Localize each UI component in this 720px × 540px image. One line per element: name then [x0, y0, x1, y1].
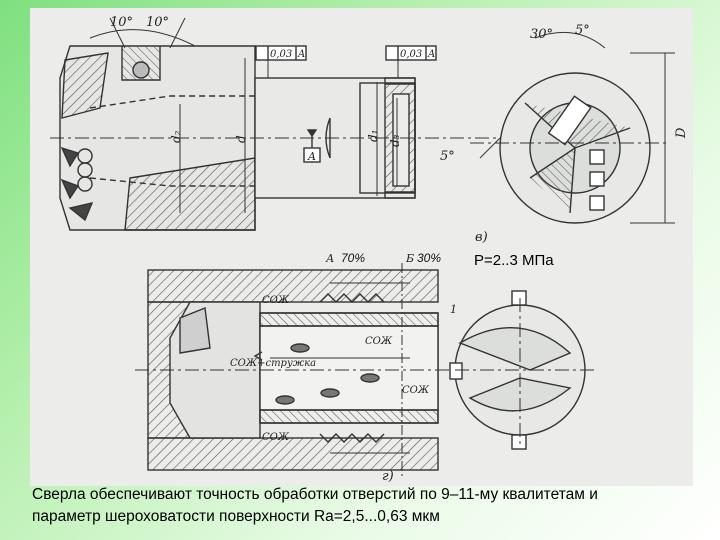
dim-d3: d₃	[388, 134, 402, 147]
angle-label-left: 10°	[110, 15, 134, 30]
caption	[32, 484, 712, 528]
dim-d1: d₁	[366, 129, 380, 142]
tolerance-datum-2: A	[428, 49, 436, 60]
angle-5-side: 5°	[440, 149, 455, 164]
datum-label: A	[308, 150, 316, 163]
angle-label-right: 10°	[146, 15, 170, 30]
caption-line-1: Сверла обеспечивают точность обработки отверстий по 9–11-му квалитетам и	[32, 486, 598, 503]
angle-30: 30°	[530, 27, 554, 42]
flow-label-soj-top: СОЖ	[262, 295, 290, 306]
view-label-top: в)	[475, 230, 488, 245]
section-mark-b: Б	[406, 252, 415, 265]
tolerance-datum-1: A	[298, 49, 306, 60]
flow-label-soj-right: СОЖ	[402, 385, 430, 396]
angle-5-top: 5°	[575, 23, 590, 38]
percent-b: 30%	[417, 251, 442, 265]
front-view-top	[470, 32, 675, 223]
dim-d2: d₂	[169, 130, 183, 143]
flow-label-soj-bottom: СОЖ	[262, 432, 290, 443]
leader-label-1: 1	[450, 303, 457, 316]
dim-D: D	[674, 127, 689, 138]
caption-line-2: параметр шероховатости поверхности Ra=2,5...0,63 мкм	[32, 508, 440, 525]
flow-label-soj-mix: СОЖ+стружка	[230, 358, 317, 369]
technical-drawing	[30, 8, 693, 486]
tolerance-value-2: 0,03	[400, 49, 423, 60]
flow-label-soj-mid: СОЖ	[365, 336, 393, 347]
front-view-bottom	[450, 291, 595, 449]
drill-assembly-drawing	[30, 8, 693, 486]
section-mark-a: А	[326, 252, 335, 265]
dim-d: d	[234, 135, 248, 143]
percent-a: 70%	[341, 251, 366, 265]
pressure-label: Р=2..3 МПа	[474, 252, 554, 269]
view-label-bottom: г)	[382, 469, 394, 484]
tolerance-value-1: 0,03	[270, 49, 293, 60]
bottom-view	[135, 263, 450, 478]
